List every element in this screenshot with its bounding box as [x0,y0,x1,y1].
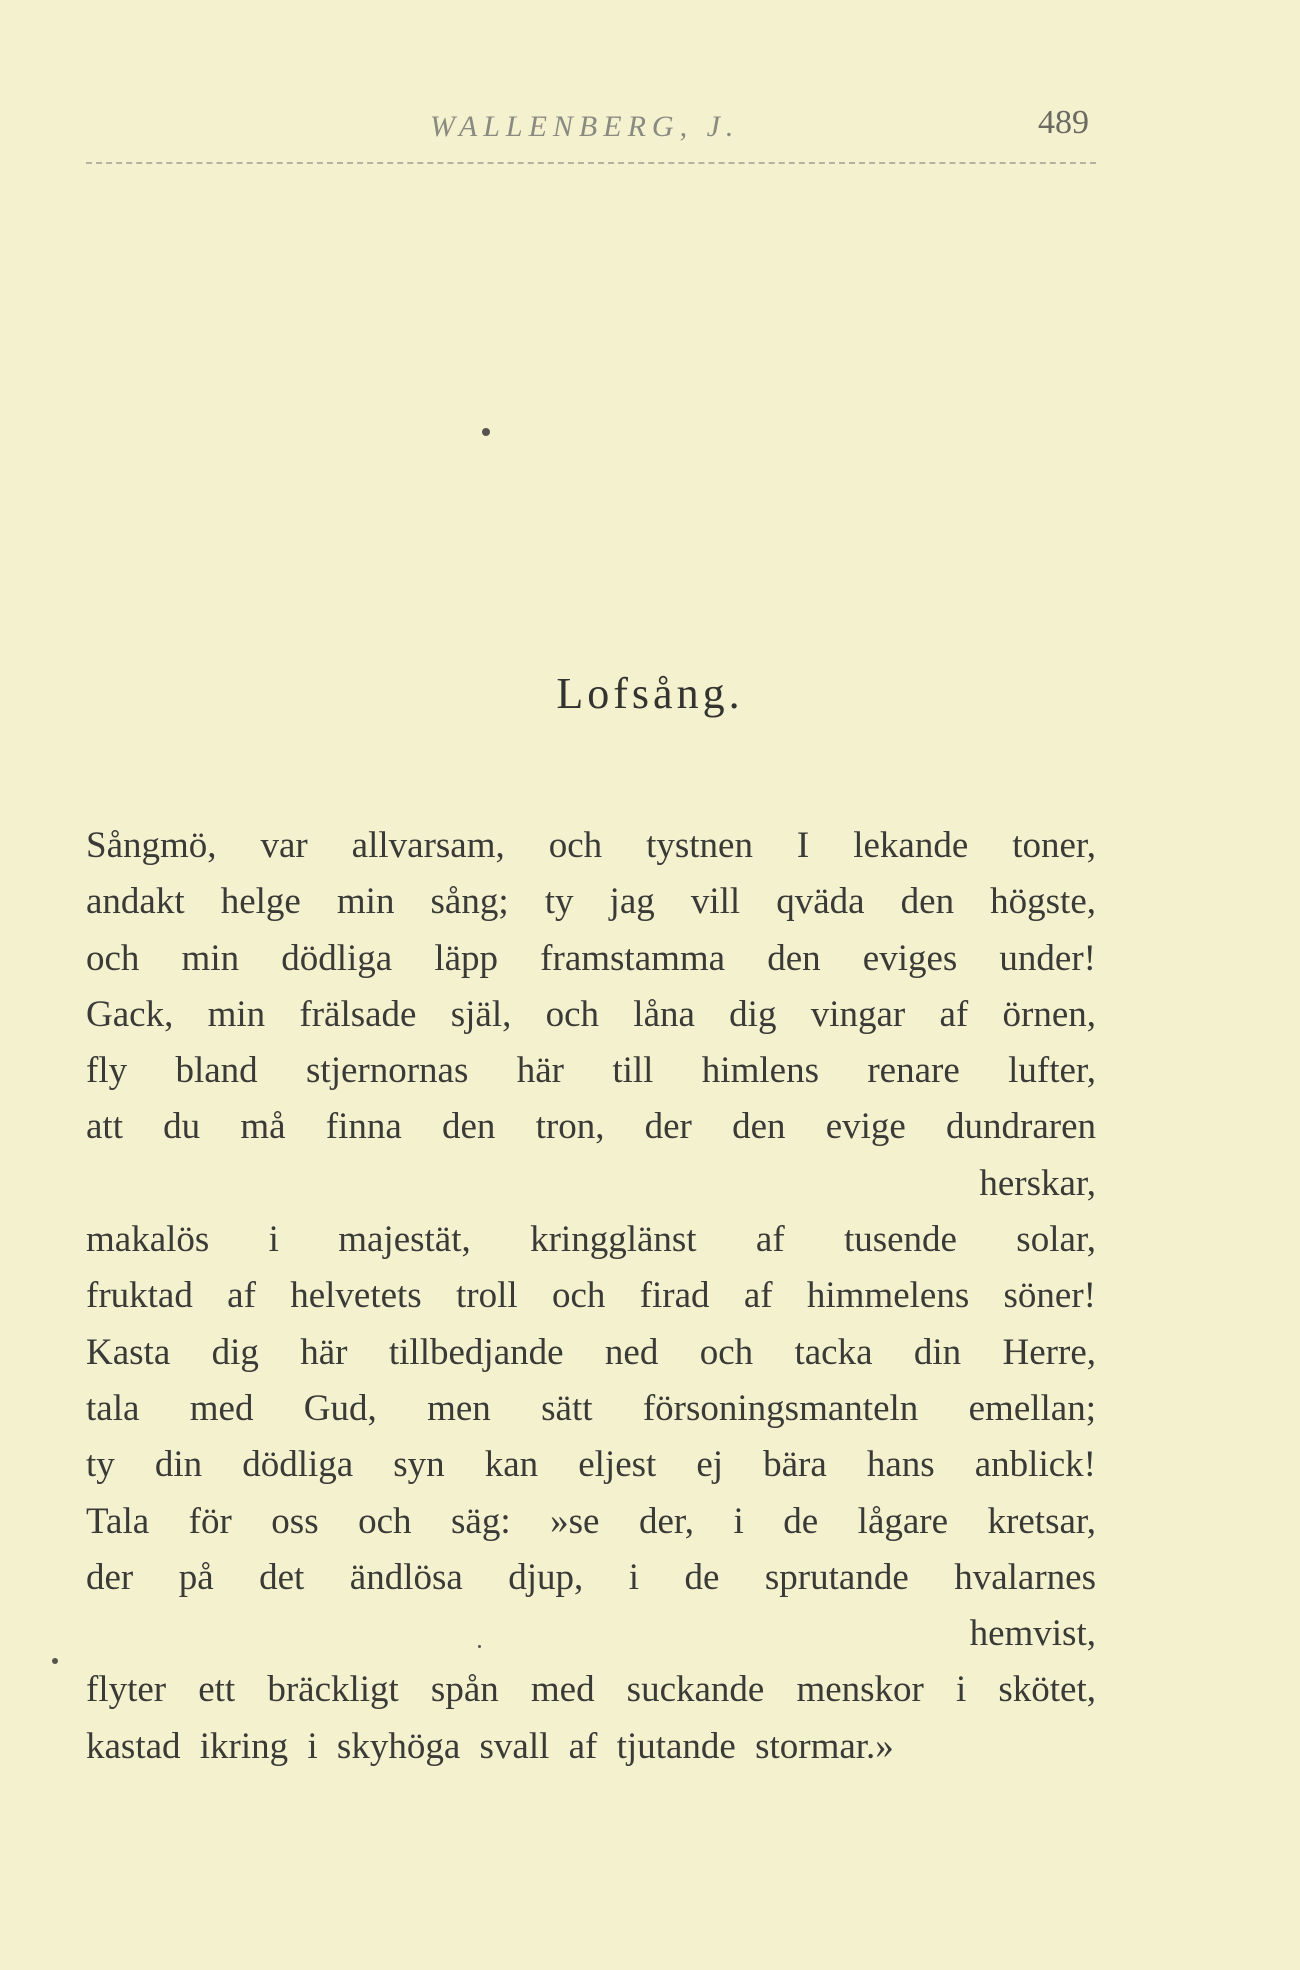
poem-line: fly bland stjernornas här till himlens renare lufter, [86,1050,1096,1092]
poem-line: makalös i majestät, kringglänst af tusende solar, [86,1219,1096,1261]
poem-line: flyter ett bräckligt spån med suckande menskor i skötet, [86,1669,1096,1711]
poem-line: Sångmö, var allvarsam, och tystnen I lekande toner, [86,825,1096,866]
poem-line: Kasta dig här tillbedjande ned och tacka din Herre, [86,1331,1096,1373]
page-number: 489 [1038,104,1089,141]
running-head [0,100,1300,150]
poem-line: Tala för oss och säg: »se der, i de lågare kretsar, [86,1500,1096,1542]
poem-line: Gack, min frälsade själ, och låna dig vingar af örnen, [86,993,1096,1035]
poem-line: att du må finna den tron, der den evige dundraren [86,1106,1096,1148]
ink-speck [52,1658,58,1664]
header-rule [86,162,1096,164]
poem-title: Lofsång. [556,669,744,718]
poem-line: ty din dödliga syn kan eljest ej bära hans anblick! [86,1444,1096,1486]
poem-body [86,818,1096,1775]
ink-speck [482,428,490,436]
poem-line: kastad ikring i skyhöga svall af tjutande stormar.» [86,1725,894,1767]
poem-line: och min dödliga läpp framstamma den eviges under! [86,937,1096,979]
poem-line: fruktad af helvetets troll och firad af himmelens söner! [86,1275,1096,1317]
poem-line: der på det ändlösa djup, i de sprutande hvalarnes [86,1556,1096,1598]
poem-line: tala med Gud, men sätt försoningsmanteln emellan; [86,1387,1096,1429]
poem-line-runover: herskar, [979,1162,1096,1204]
header-author: WALLENBERG, J. [430,110,740,143]
poem-line-runover: hemvist, [969,1613,1096,1655]
poem-line: andakt helge min sång; ty jag vill qväda den högste, [86,881,1096,923]
